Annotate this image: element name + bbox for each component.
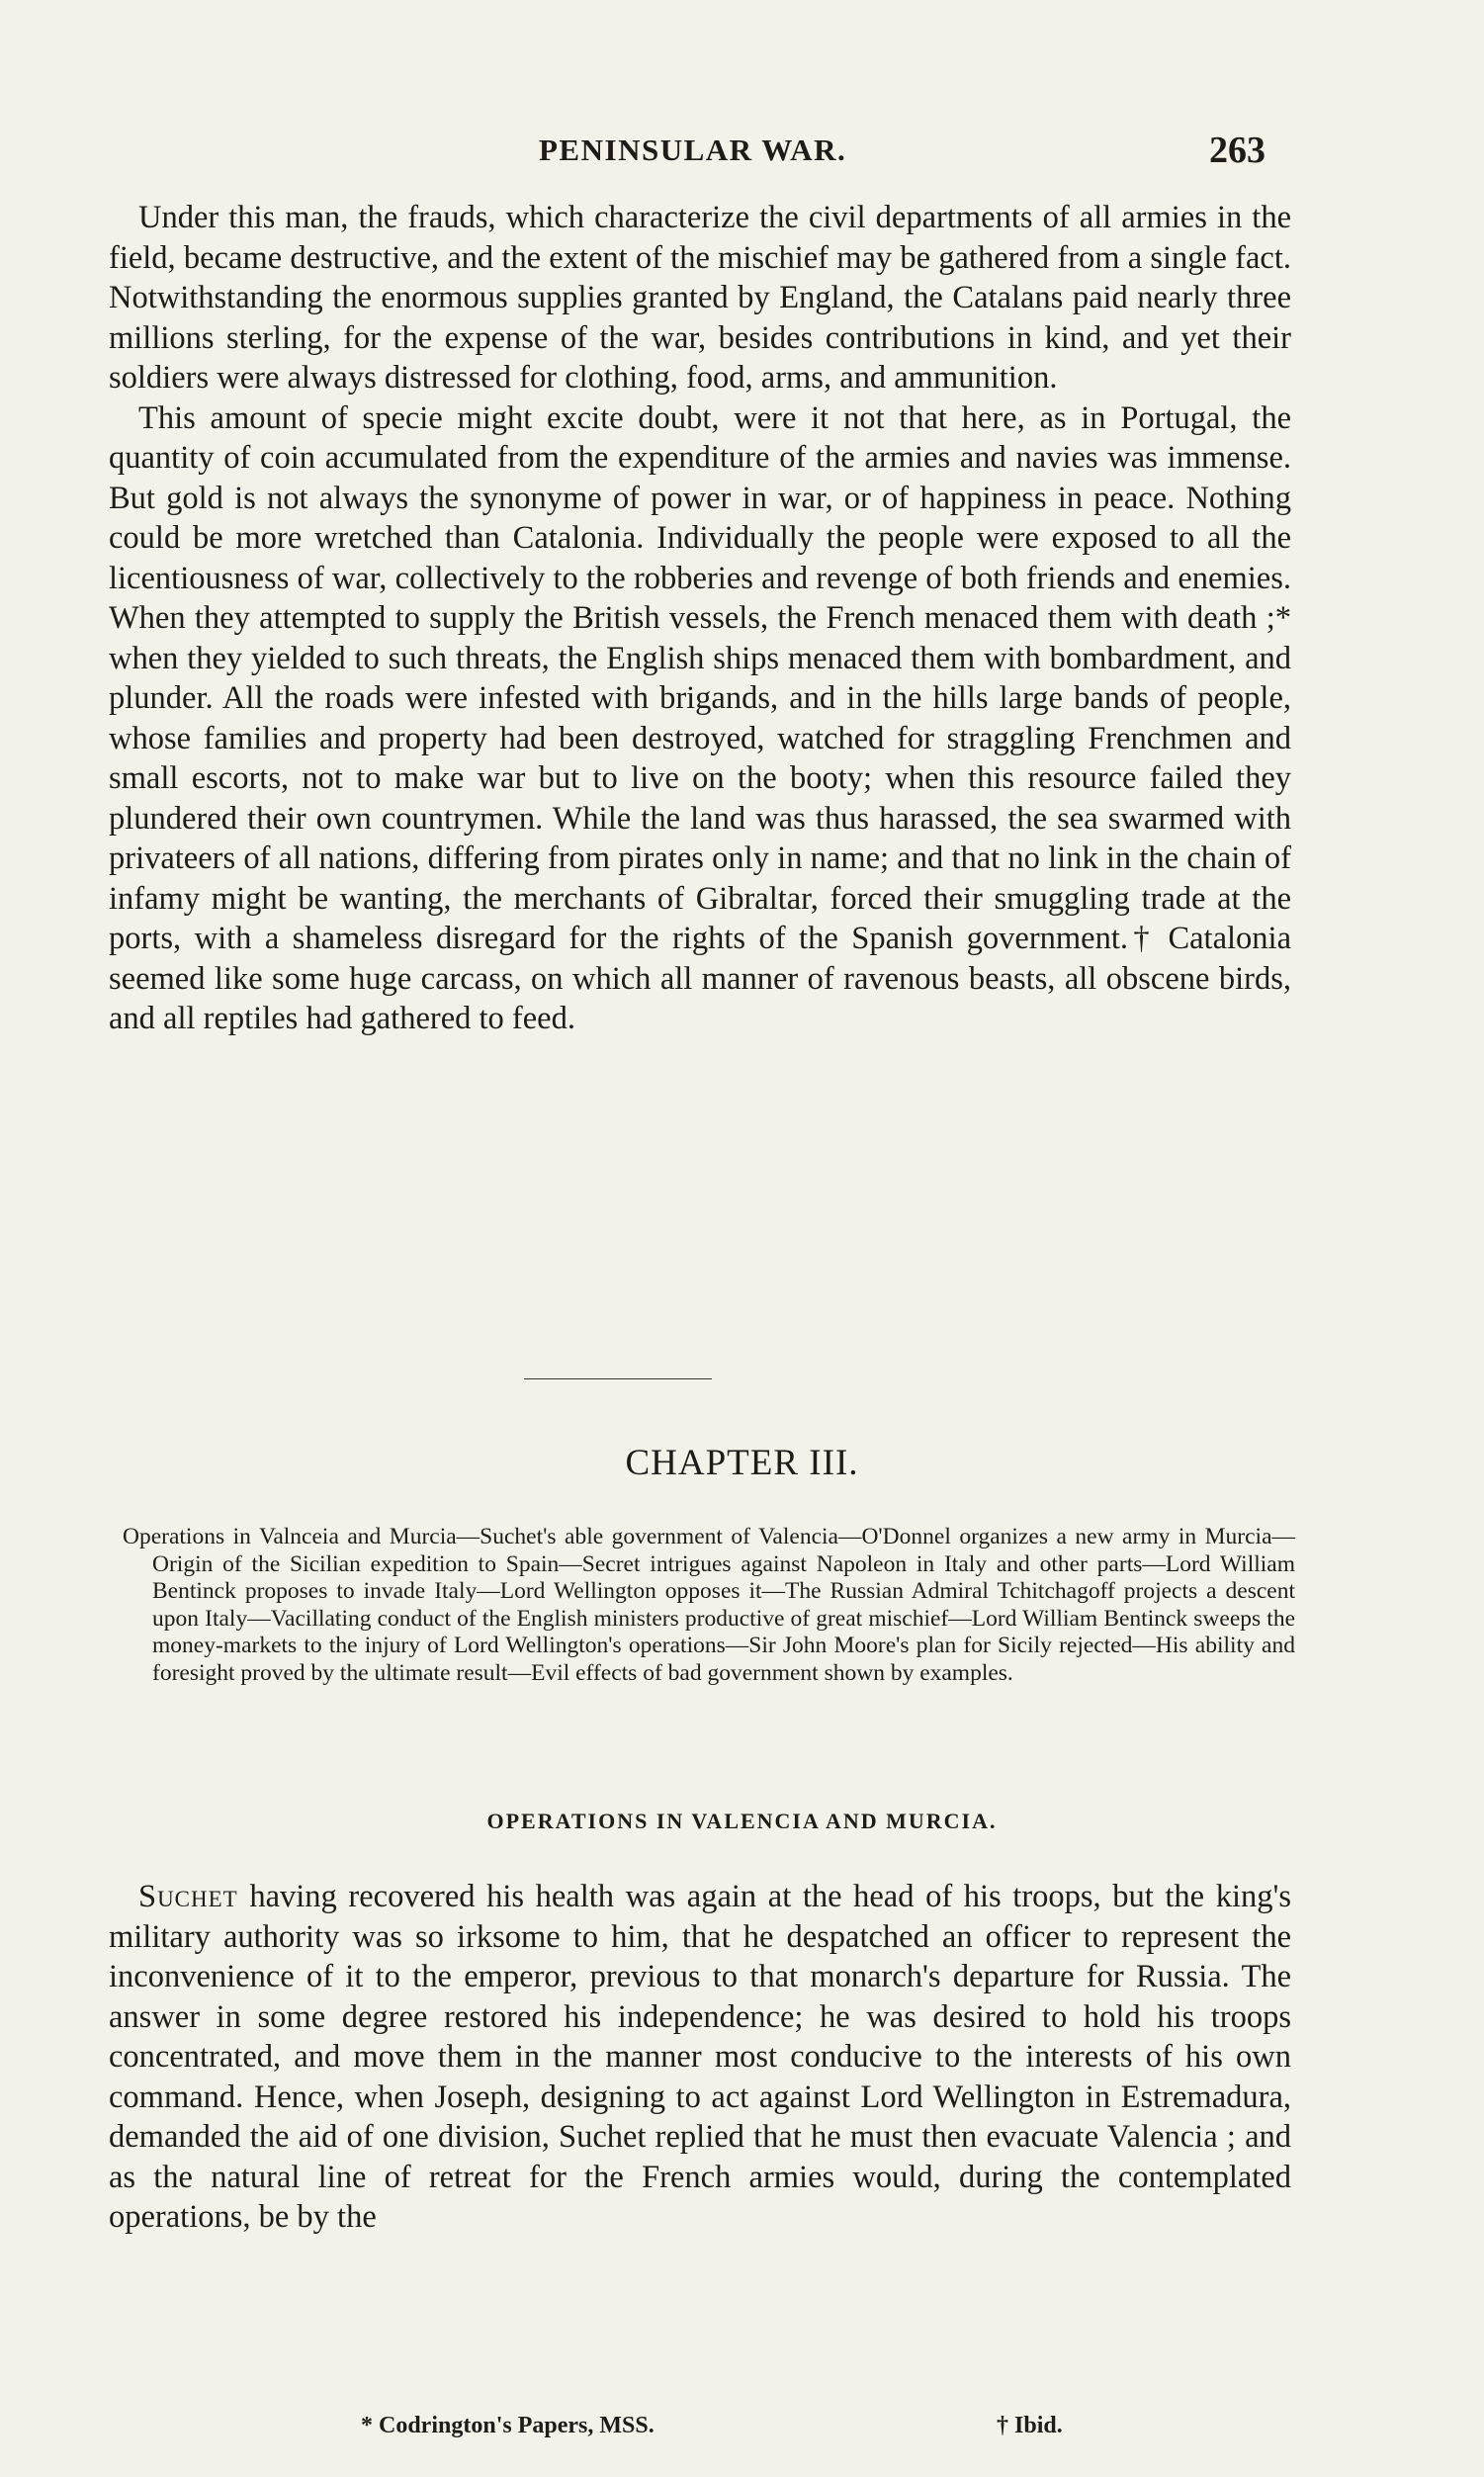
lead-word: Suchet <box>138 1879 238 1914</box>
section-heading: OPERATIONS IN VALENCIA AND MURCIA. <box>486 1809 998 1833</box>
section-divider <box>524 1378 712 1379</box>
running-head: PENINSULAR WAR. <box>539 133 847 167</box>
body-text-bottom <box>109 1877 1291 2238</box>
chapter-title: CHAPTER III. <box>625 1443 859 1483</box>
footnote: † Ibid. <box>997 2413 1063 2438</box>
footnote: * Codrington's Papers, MSS. <box>361 2413 655 2438</box>
paragraph: Under this man, the frauds, which characterize the civil departments of all armies in the field, became destructive, and the extent of the mischief may be gathered from a single fact. Notwithstanding the enormous supplies granted by England, the Catalans paid nearly three millions sterling, for the expense of the war, besides contributions in kind, and yet their soldiers were always distressed for clothing, food, arms, and ammunition. <box>109 200 1291 396</box>
chapter-synopsis: Operations in Valnceia and Murcia—Suchet's able government of Valencia—O'Donnel organizes a new army in Murcia—Origin of the Sicilian expedition to Spain—Secret intrigues against Napoleon in Italy and other parts—Lord William Bentinck proposes to invade Italy—Lord Wellington opposes it—The Russian Admiral Tchitchagoff projects a descent upon Italy—Vacillating conduct of the English ministers productive of great mischief—Lord William Bentinck sweeps the money-markets to the injury of Lord Wellington's operations—Sir John Moore's plan for Sicily rejected—His ability and foresight proved by the ultimate result—Evil effects of bad government shown by examples. <box>123 1524 1295 1686</box>
paragraph <box>109 1877 1291 2238</box>
page-number: 263 <box>1209 130 1266 171</box>
paragraph-text: having recovered his health was again at the head of his troops, but the king's military authority was so irksome to him, that he despatched an officer to represent the inconvenience of it to the emperor, previous to that monarch's departure for Russia. The answer in some degree restored his independence; he was desired to hold his troops concentrated, and move them in the manner most conducive to the interests of his own command. Hence, when Joseph, designing to act against Lord Wellington in Estremadura, demanded the aid of one division, Suchet replied that he must then evacuate Valencia ; and as the natural line of retreat for the French armies would, during the contemplated operations, be by the <box>109 1879 1291 2235</box>
paragraph: This amount of specie might excite doubt, were it not that here, as in Portugal, the quantity of coin accumulated from the expenditure of the armies and navies was immense. But gold is not always the synonyme of power in war, or of happiness in peace. Nothing could be more wretched than Catalonia. Individually the people were exposed to all the licentiousness of war, collectively to the robberies and revenge of both friends and enemies. When they attempted to supply the British vessels, the French menaced them with death ;* when they yielded to such threats, the English ships menaced them with bombardment, and plunder. All the roads were infested with brigands, and in the hills large bands of people, whose families and property had been destroyed, watched for straggling Frenchmen and small escorts, not to make war but to live on the booty; when this resource failed they plundered their own countrymen. While the land was thus harassed, the sea swarmed with privateers of all nations, differing from pirates only in name; and that no link in the chain of infamy might be wanting, the merchants of Gibraltar, forced their smuggling trade at the ports, with a shameless disregard for the rights of the Spanish government.† Catalonia seemed like some huge carcass, on which all manner of ravenous beasts, all obscene birds, and all reptiles had gathered to feed. <box>109 399 1291 1036</box>
body-text-top <box>109 198 1291 1039</box>
